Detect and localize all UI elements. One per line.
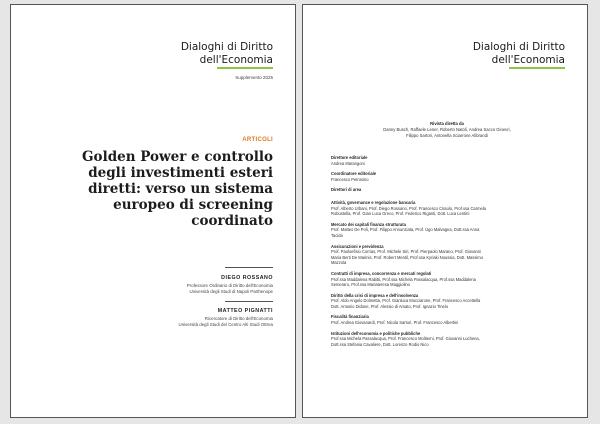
board-line: Maria Berti De Marinis, Prof. Robert Mentil, Prof.ssa Kyriaki Noussia, Dott. Massimo bbox=[331, 254, 483, 260]
board-heading: Diritto della crisi di impresa e dell'insolvenza bbox=[331, 292, 419, 298]
journal-title-line2: dell'Economia bbox=[491, 53, 565, 66]
board-heading: Direttore editoriale bbox=[331, 155, 368, 160]
board-heading: Contratti di impresa, concorrenza e mercati regolati bbox=[331, 270, 432, 276]
author-affiliation-line: Professore Ordinario di Diritto dell'Economia bbox=[186, 283, 273, 288]
board-line: Prof. Andrea Giovanardi, Prof. Nicola Sartori, Prof. Francesco Albertini bbox=[331, 320, 459, 326]
board-line: Dott. Antonio Didone, Prof. Alessio di Amato, Prof. Ignazio Tinelo bbox=[331, 303, 448, 309]
journal-title-line1: Dialoghi di Diritto bbox=[472, 41, 565, 53]
journal-title bbox=[181, 41, 273, 66]
author-name: MATTEO PIGNATTI bbox=[217, 308, 273, 314]
supplement-label: Supplemento 2025 bbox=[235, 75, 273, 80]
article-title: Golden Power e controllo degli investimenti esteri diretti: verso un sistema europeo di screening coordinato bbox=[82, 149, 273, 229]
board-heading: Direttori di area bbox=[331, 187, 362, 193]
board-line: Robustella, Prof. Gian Luca Greco, Prof. Federico Riganti, Dott. Luca Lentini bbox=[331, 211, 470, 217]
board-line: Francesco Petrosino bbox=[331, 176, 369, 182]
author-affiliation-line: Università degli Studi di Napoli Parthenope bbox=[189, 289, 273, 295]
board-line: Prof. Aldo Angelo Dolmetta, Prof. Gianluca Mucciarone, Prof. Francesco Accettella bbox=[331, 298, 481, 304]
section-label: ARTICOLI bbox=[242, 137, 273, 143]
accent-bar bbox=[217, 67, 273, 69]
board-heading: Assicurazioni e previdenza bbox=[331, 243, 384, 249]
board-line: Prof.ssa Michela Passalacqua, Prof. Francesco Moliterni, Prof. Giovanni Luchena, bbox=[331, 336, 480, 342]
editors-line: Danny Busch, Raffaele Lener, Roberto Natoli, Andrea Sacco Ginevri, bbox=[383, 127, 511, 132]
page-left bbox=[10, 4, 296, 418]
board-heading: Istituzioni dell'economia e politiche pubbliche bbox=[331, 330, 421, 336]
board-line: Prof. Paoloefisio Corrias, Prof. Michele Siri, Prof. Pierpaolo Marano, Prof. Giovanni bbox=[331, 249, 481, 255]
editorial-board bbox=[331, 155, 567, 347]
board-heading: Mercato dei capitali finanza strutturata bbox=[331, 221, 406, 227]
editors-label: Rivista diretta da bbox=[430, 121, 464, 126]
author-name: DIEGO ROSSANO bbox=[221, 275, 273, 281]
board-heading: Attività, governance e regolazione bancaria bbox=[331, 199, 416, 205]
author-affiliation bbox=[179, 316, 273, 328]
author-affiliation-line: Università degli Studi del Centro Alti Studi Ottrea bbox=[178, 322, 273, 328]
accent-bar bbox=[509, 67, 565, 69]
board-line: Prof. Alberto Urbani, Prof. Diego Rossano, Prof. Francesco Ciraolo, Prof.ssa Carmela bbox=[331, 205, 486, 211]
journal-title-line1: Dialoghi di Diritto bbox=[180, 41, 273, 53]
journal-title bbox=[473, 41, 565, 66]
editors-block bbox=[357, 121, 537, 139]
board-heading: Fiscalità finanziaria bbox=[331, 314, 369, 320]
board-line: Prof. Matteo De Poli, Prof. Filippo Annunziata, Prof. Ugo Malvagna, Dott.ssa Anna bbox=[331, 227, 480, 233]
editors-line: Filippo Sartori, Antonella Sciarrone Alibrandi bbox=[406, 133, 488, 138]
journal-title-line2: dell'Economia bbox=[199, 53, 273, 66]
board-line: Andrea Marangoni bbox=[331, 160, 365, 166]
board-line: Semeraro, Prof.ssa Mariateresa Maggiolino bbox=[331, 282, 410, 288]
board-line: Dott.ssa Stefania Cavaliere, Dott. Lorenzo Rodio Nico bbox=[331, 341, 429, 347]
author-affiliation bbox=[187, 283, 273, 295]
board-line: Prof.ssa Maddalena Rabitti, Prof.ssa Michela Passalacqua, Prof.ssa Maddalena bbox=[331, 276, 476, 282]
page-right bbox=[302, 4, 588, 418]
author-affiliation-line: Ricercatore di Diritto dell'Economia bbox=[204, 316, 273, 321]
board-line: Tacida bbox=[331, 232, 343, 238]
board-heading: Coordinatore editoriale bbox=[331, 171, 377, 177]
author-divider bbox=[225, 301, 273, 302]
board-line: Mazzola bbox=[331, 260, 347, 266]
author-divider bbox=[225, 267, 273, 268]
